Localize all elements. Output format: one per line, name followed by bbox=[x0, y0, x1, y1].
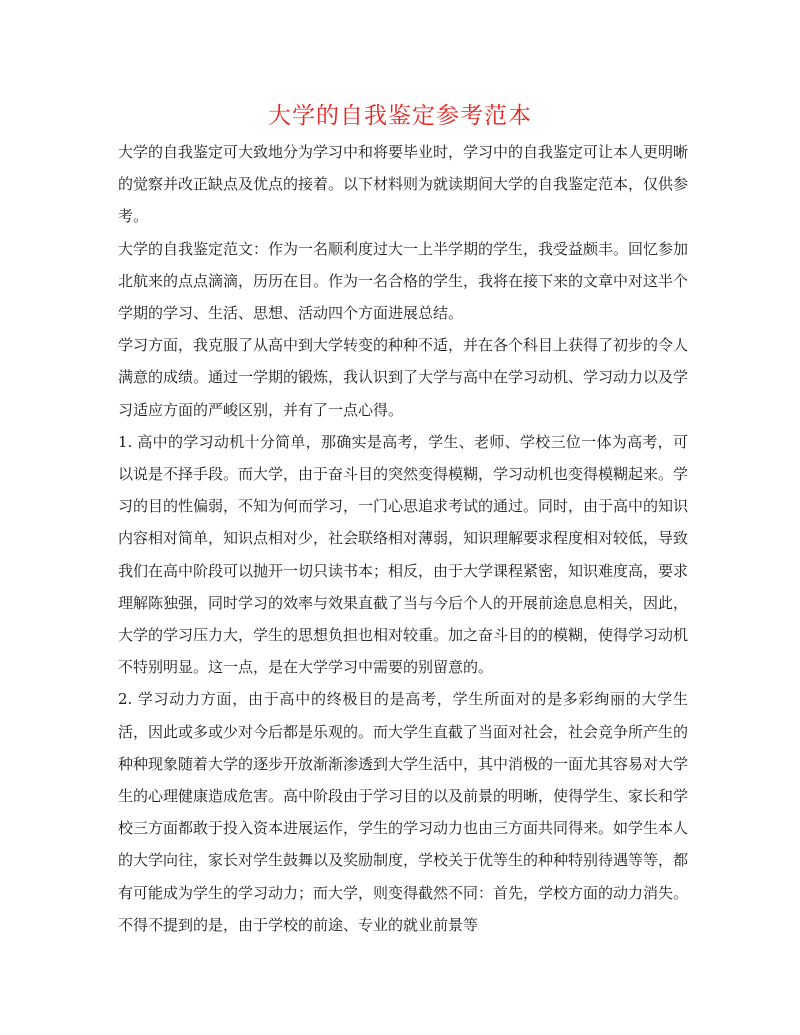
document-title: 大学的自我鉴定参考范本 bbox=[268, 103, 532, 129]
paragraph-sample-essay: 大学的自我鉴定范文：作为一名顺利度过大一上半学期的学生，我受益颇丰。回忆参加北航来的点点滴滴，历历在目。作为一名合格的学生，我将在接下来的文章中对这半个学期的学习、生活、思想、活动四个方面进展总结。 bbox=[118, 239, 689, 323]
paragraph-point-2: 2. 学习动力方面，由于高中的终极目的是高考，学生所面对的是多彩绚丽的大学生活，因此或多或少对今后都是乐观的。而大学生直截了当面对社会，社会竞争所产生的种种现象随着大学的逐步开放渐渐渗透到大学生活中，其中消极的一面尤其容易对大学生的心理健康造成危害。高中阶段由于学习目的以及前景的明晰，使得学生、家长和学校三方面都敢于投入资本进展运作，学生的学习动力也由三方面共同得来。如学生本人的大学向往，家长对学生鼓舞以及奖励制度，学校关于优等生的种种特别待遇等等，都有可能成为学生的学习动力；而大学，则变得截然不同：首先，学校方面的动力消失。不得不提到的是，由于学校的前途、专业的就业前景等 bbox=[118, 690, 689, 934]
paragraph-point-1: 1. 高中的学习动机十分简单，那确实是高考，学生、老师、学校三位一体为高考，可以说是不择手段。而大学，由于奋斗目的突然变得模糊，学习动机也变得模糊起来。学习的目的性偏弱，不知为何而学习，一门心思追求考试的通过。同时，由于高中的知识内容相对简单，知识点相对少，社会联络相对薄弱，知识理解要求程度相对较低，导致我们在高中阶段可以抛开一切只读书本；相反，由于大学课程紧密，知识难度高，要求理解陈独强，同时学习的效率与效果直截了当与今后个人的开展前途息息相关，因此，大学的学习压力大，学生的思想负担也相对较重。加之奋斗目的的模糊，使得学习动机不特别明显。这一点，是在大学学习中需要的别留意的。 bbox=[118, 432, 689, 677]
paragraph-intro: 大学的自我鉴定可大致地分为学习中和将要毕业时，学习中的自我鉴定可让本人更明晰的觉察并改正缺点及优点的接着。以下材料则为就读期间大学的自我鉴定范本，仅供参考。 bbox=[118, 143, 689, 226]
document-body bbox=[118, 136, 688, 941]
paragraph-study: 学习方面，我克服了从高中到大学转变的种种不适，并在各个科目上获得了初步的令人满意的成绩。通过一学期的锻炼，我认识到了大学与高中在学习动机、学习动力以及学习适应方面的严峻区别，并有了一点心得。 bbox=[118, 336, 689, 419]
